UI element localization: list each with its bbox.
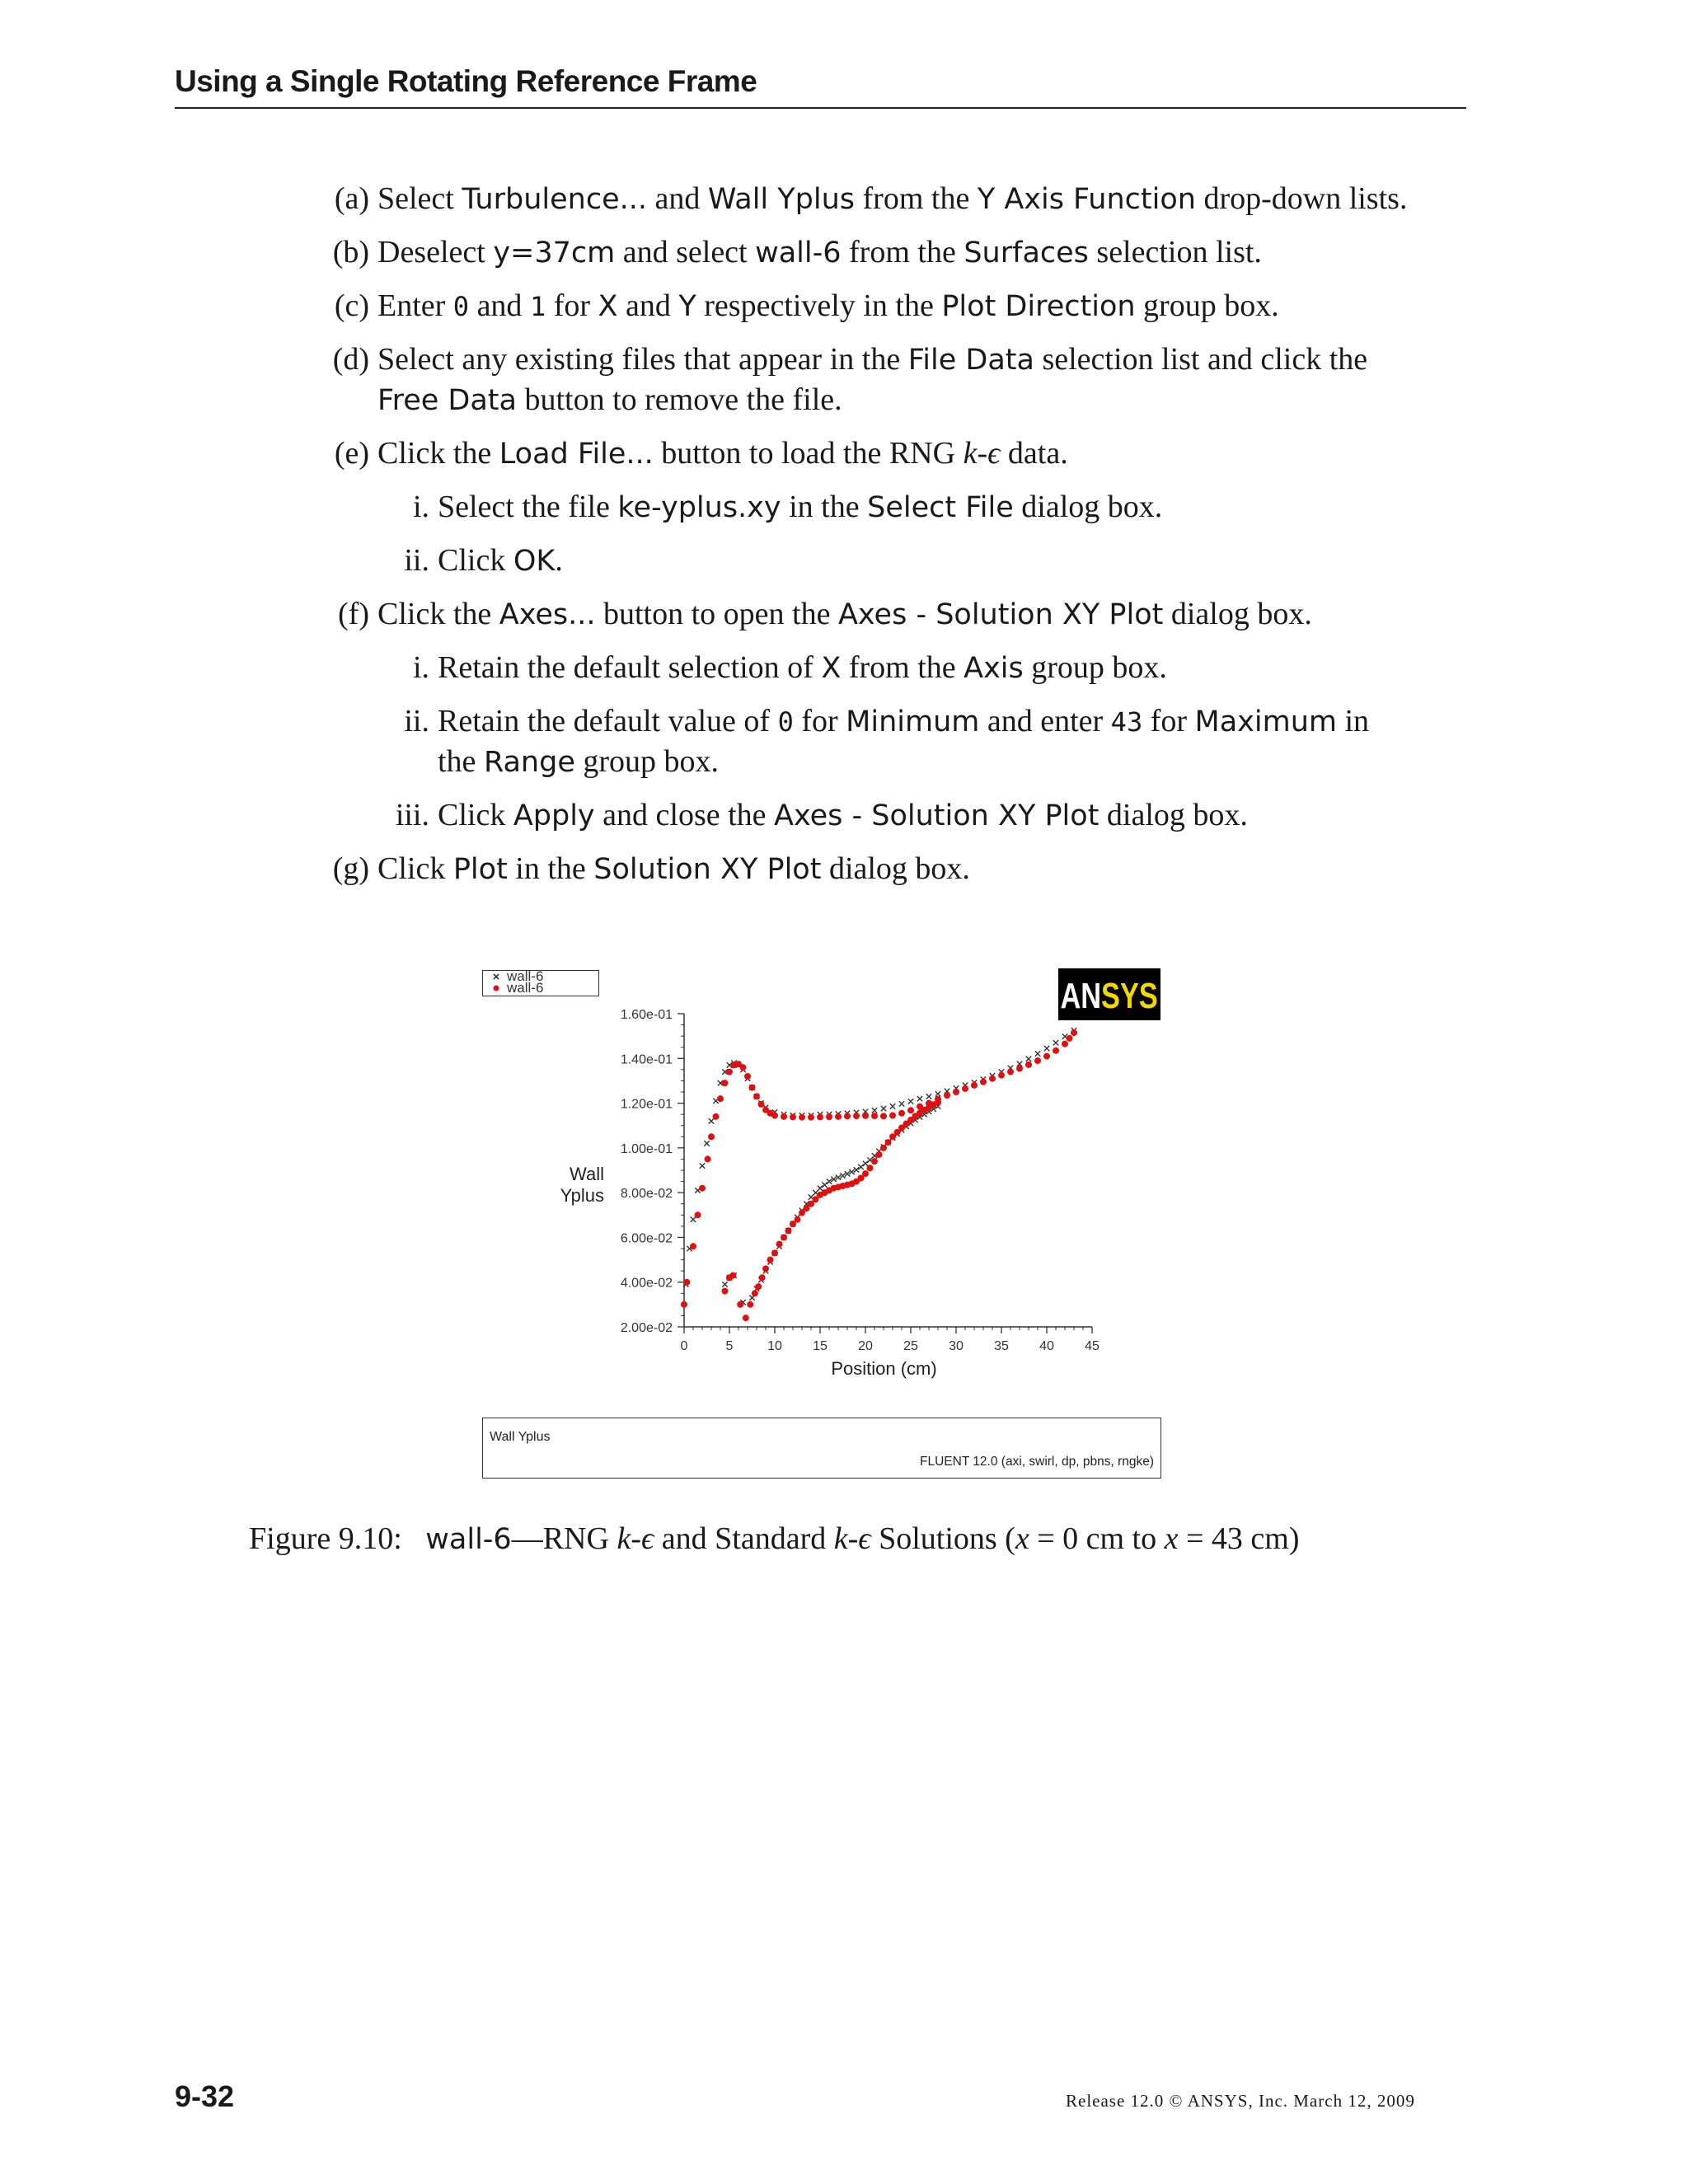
text: group box. [1135, 288, 1279, 323]
data-point-dot [971, 1082, 978, 1089]
data-point-dot [683, 1279, 690, 1286]
text: for [546, 288, 598, 323]
plot-info-box [482, 1418, 1161, 1479]
data-point-dot [681, 1301, 687, 1308]
text: button to load the RNG [653, 436, 964, 471]
text: —RNG [511, 1521, 617, 1556]
ui-term: OK [513, 545, 556, 578]
step-text [438, 648, 1167, 689]
data-point-cross [890, 1104, 895, 1108]
text: and [469, 288, 530, 323]
ui-term: Wall Yplus [707, 183, 856, 216]
running-head: Using a Single Rotating Reference Frame [175, 64, 757, 98]
text: dialog box. [1163, 597, 1312, 631]
x-axis-label: Position (cm) [831, 1358, 937, 1379]
step-label: (d) [332, 342, 369, 377]
math-epsilon: ϵ [987, 436, 1001, 471]
data-point-cross [899, 1101, 904, 1106]
y-tick-label: 1.60e-01 [620, 1008, 673, 1022]
footer-release: Release 12.0 © ANSYS, Inc. March 12, 2009 [1066, 2091, 1415, 2111]
data-point-dot [944, 1092, 950, 1099]
header-rule [175, 107, 1466, 109]
x-tick-label: 5 [725, 1339, 734, 1353]
data-point-dot [708, 1133, 715, 1140]
text: from the [841, 650, 964, 685]
data-point-dot [871, 1158, 878, 1165]
step-text [438, 487, 1162, 528]
data-point-cross [840, 1173, 845, 1178]
data-point-dot [767, 1257, 774, 1263]
data-point-dot [771, 1113, 778, 1119]
text: in the [507, 851, 594, 886]
data-point-cross [917, 1096, 922, 1101]
text: in the [781, 490, 868, 524]
text: = 0 cm to [1029, 1521, 1165, 1556]
data-point-dot [880, 1145, 887, 1151]
text: and select [615, 235, 756, 269]
step-text [377, 340, 1367, 381]
data-point-dot [1007, 1069, 1014, 1076]
legend-dot-marker [494, 986, 499, 991]
caption-surface: wall-6 [425, 1523, 512, 1556]
text: button to open the [595, 597, 838, 631]
data-point-cross [1044, 1046, 1049, 1051]
text: Select any existing files that appear in the [377, 342, 908, 377]
text: for [1142, 704, 1195, 738]
data-point-dot [817, 1113, 823, 1120]
ui-term: Minimum [846, 705, 980, 738]
data-point-dot [705, 1155, 711, 1162]
x-tick-label: 25 [903, 1339, 918, 1353]
data-point-dot [889, 1113, 896, 1119]
data-point-cross [935, 1091, 940, 1096]
data-point-dot [826, 1113, 832, 1120]
step-text [438, 742, 719, 783]
legend-entry-dot [494, 980, 544, 996]
text: and close the [594, 798, 775, 832]
data-point-cross [700, 1163, 705, 1168]
data-point-dot [752, 1290, 758, 1296]
step-text [377, 179, 1407, 220]
data-point-dot [867, 1165, 874, 1171]
text: the [438, 744, 484, 779]
text: Click [438, 798, 513, 832]
data-point-dot [1016, 1066, 1023, 1072]
text: in [1336, 704, 1370, 738]
ui-term: ke-yplus.xy [617, 491, 781, 524]
ui-term: File Data [907, 344, 1034, 377]
data-point-dot [885, 1139, 892, 1146]
step-label: (e) [334, 436, 369, 471]
legend-cross-marker [494, 974, 499, 979]
data-point-dot [722, 1080, 729, 1086]
text: drop-down lists. [1195, 181, 1408, 216]
data-point-dot [755, 1283, 762, 1290]
y-tick-label: 1.00e-01 [620, 1141, 673, 1156]
text: from the [841, 235, 964, 269]
ui-term: Apply [513, 799, 595, 832]
data-point-cross [872, 1108, 877, 1113]
input-value: 1 [529, 291, 546, 322]
data-point-cross [908, 1099, 913, 1104]
page-number: 9-32 [175, 2079, 235, 2113]
step-label: (b) [332, 235, 369, 269]
data-point-dot [808, 1114, 814, 1121]
math-k: k [833, 1521, 848, 1556]
step-text [377, 232, 1262, 274]
data-point-dot [781, 1234, 787, 1240]
data-point-dot [953, 1089, 959, 1095]
data-point-dot [844, 1113, 851, 1119]
data-point-dot [989, 1076, 996, 1082]
ui-term: Axes - Solution XY Plot [837, 598, 1164, 631]
ui-term: Solution XY Plot [593, 853, 822, 886]
ui-term: wall-6 [755, 237, 842, 269]
data-point-dot [759, 1274, 766, 1281]
step-label: i. [412, 490, 429, 524]
x-tick-label: 15 [813, 1339, 828, 1353]
text: Click the [377, 436, 499, 471]
data-point-dot [880, 1113, 887, 1119]
math-k: k [963, 436, 978, 471]
x-tick-label: 35 [994, 1339, 1009, 1353]
data-point-cross [818, 1186, 823, 1191]
legend [482, 970, 602, 998]
data-point-dot [744, 1073, 751, 1080]
data-point-dot [1053, 1047, 1059, 1054]
data-point-dot [1067, 1035, 1073, 1042]
y-tick-label: 8.00e-02 [620, 1187, 673, 1202]
data-point-dot [795, 1216, 801, 1223]
data-point-dot [898, 1110, 905, 1117]
step-label: (g) [332, 851, 369, 886]
y-axis-label: Yplus [560, 1185, 604, 1206]
figure-caption: Figure 9.10: wall-6—RNG k-ϵ and Standard k-ϵ Solutions (x = 0 cm to x = 43 cm) [249, 1521, 1300, 1556]
data-point-dot [862, 1113, 869, 1119]
ui-term: Free Data [377, 384, 517, 417]
ui-term: Turbulence... [462, 183, 647, 216]
y-tick-label: 1.40e-01 [620, 1052, 673, 1067]
text: Select [377, 181, 462, 216]
ui-term: Maximum [1194, 705, 1337, 738]
data-point-dot [1025, 1062, 1032, 1068]
ui-term: Surfaces [964, 237, 1089, 269]
step-text [438, 541, 563, 582]
step-text [438, 701, 1369, 743]
text: button to remove the file. [516, 382, 842, 417]
data-point-cross [1026, 1057, 1031, 1062]
data-point-dot [1071, 1029, 1077, 1036]
x-tick-label: 30 [949, 1339, 964, 1353]
data-point-cross [691, 1217, 696, 1222]
text: Retain the default value of [438, 704, 778, 738]
step-text [377, 849, 970, 890]
step-label: ii. [404, 543, 429, 578]
text: Solutions ( [870, 1521, 1015, 1556]
data-point-dot [835, 1113, 842, 1120]
data-point-dot [1062, 1041, 1068, 1047]
ui-term: y=37cm [493, 237, 616, 269]
data-point-cross [1035, 1051, 1040, 1056]
step-label: (a) [334, 181, 369, 216]
ui-term: Axes... [499, 598, 596, 631]
text: group box. [1023, 650, 1167, 685]
data-point-dot [740, 1064, 747, 1071]
step-text [377, 594, 1312, 635]
ui-term: Load File... [499, 438, 654, 471]
data-point-dot [747, 1301, 753, 1308]
math-dash: - [977, 436, 988, 471]
math-epsilon: ϵ [858, 1521, 871, 1556]
text: dialog box. [1099, 798, 1248, 832]
step-text [377, 286, 1279, 327]
data-point-dot [753, 1093, 760, 1099]
text: for [793, 704, 846, 738]
data-point-dot [790, 1113, 796, 1120]
ui-term: Y Axis Function [977, 183, 1196, 216]
x-tick-label: 0 [680, 1339, 688, 1353]
data-point-dot [799, 1114, 805, 1121]
ui-term: X [821, 652, 842, 685]
text: and [647, 181, 708, 216]
data-point-dot [935, 1099, 941, 1105]
data-point-dot [743, 1315, 749, 1321]
data-point-dot [762, 1265, 769, 1272]
data-point-dot [729, 1272, 736, 1279]
ui-term: X [598, 290, 618, 323]
y-tick-label: 2.00e-02 [620, 1321, 673, 1335]
y-axis-label: Wall [570, 1164, 604, 1184]
text: respectively in the [696, 288, 942, 323]
xy-plot [544, 997, 1170, 1401]
step-text [438, 795, 1248, 837]
text: Retain the default selection of [438, 650, 822, 685]
text: from the [855, 181, 978, 216]
y-tick-label: 1.20e-01 [620, 1097, 673, 1112]
data-point-dot [726, 1069, 733, 1076]
input-value: 43 [1110, 706, 1143, 738]
data-point-dot [717, 1095, 724, 1102]
legend-label: wall-6 [507, 980, 544, 996]
text: = 43 cm) [1178, 1521, 1300, 1556]
data-point-dot [853, 1113, 860, 1119]
data-point-dot [998, 1072, 1005, 1079]
text: dialog box. [821, 851, 970, 886]
math-x: x [1015, 1521, 1029, 1556]
plot-info-quantity: Wall Yplus [490, 1430, 551, 1444]
step-label: iii. [395, 798, 429, 832]
x-tick-label: 10 [767, 1339, 782, 1353]
x-tick-label: 20 [858, 1339, 873, 1353]
text: Enter [377, 288, 453, 323]
ui-term: Plot Direction [941, 290, 1136, 323]
data-point-dot [699, 1185, 706, 1192]
legend-label: wall-6 [507, 970, 544, 984]
math-x: x [1164, 1521, 1179, 1556]
text: Click [377, 851, 453, 886]
data-point-cross [1053, 1040, 1058, 1045]
step-label: (f) [338, 597, 369, 631]
text: Click the [377, 597, 499, 631]
x-tick-label: 40 [1039, 1339, 1054, 1353]
data-point-dot [862, 1170, 869, 1177]
data-point-dot [1034, 1057, 1041, 1064]
data-point-cross [709, 1118, 714, 1123]
text: and [617, 288, 679, 323]
data-point-cross [881, 1106, 886, 1111]
y-tick-label: 4.00e-02 [620, 1276, 673, 1291]
text: selection list and click the [1034, 342, 1368, 377]
data-point-dot [876, 1151, 883, 1158]
y-tick-label: 6.00e-02 [620, 1231, 673, 1246]
data-point-cross [858, 1165, 863, 1169]
data-point-dot [907, 1107, 914, 1113]
ui-term: Select File [867, 491, 1014, 524]
text: dialog box. [1013, 490, 1163, 524]
logo-an: AN [1060, 975, 1102, 1017]
data-point-dot [749, 1085, 756, 1091]
data-point-dot [785, 1227, 792, 1234]
step-text [377, 434, 1068, 475]
ui-term: Plot [452, 853, 508, 886]
text: group box. [574, 744, 720, 779]
data-point-cross [836, 1174, 841, 1179]
data-point-dot [781, 1113, 787, 1120]
data-point-dot [980, 1079, 987, 1085]
text: data. [1000, 436, 1068, 471]
data-point-dot [737, 1301, 743, 1308]
step-label: ii. [404, 704, 429, 738]
step-text [377, 380, 842, 421]
data-point-cross [704, 1141, 709, 1146]
step-label: i. [412, 650, 429, 685]
data-point-dot [962, 1085, 968, 1092]
x-tick-label: 45 [1085, 1339, 1100, 1353]
data-point-dot [776, 1241, 783, 1248]
data-point-dot [871, 1113, 878, 1119]
text: and enter [979, 704, 1111, 738]
ui-term: Axis [964, 652, 1024, 685]
data-point-cross [722, 1282, 727, 1286]
data-point-dot [771, 1249, 778, 1256]
data-point-dot [758, 1101, 765, 1108]
text: Select the file [438, 490, 618, 524]
data-point-cross [863, 1161, 868, 1166]
ui-term: Y [678, 290, 696, 323]
data-point-dot [1043, 1053, 1050, 1060]
input-value: 0 [452, 291, 470, 322]
plot-info-solver: FLUENT 12.0 (axi, swirl, dp, pbns, rngke) [920, 1455, 1154, 1469]
math-k: k [617, 1521, 631, 1556]
data-point-dot [695, 1212, 701, 1218]
logo-sys: SYS [1101, 975, 1158, 1017]
data-point-dot [722, 1288, 729, 1295]
text: Deselect [377, 235, 494, 269]
data-point-dot [713, 1113, 720, 1120]
ui-term: Axes - Solution XY Plot [774, 799, 1100, 832]
text: and Standard [654, 1521, 834, 1556]
text: selection list. [1088, 235, 1262, 269]
data-point-cross [822, 1182, 827, 1187]
text: . [555, 543, 563, 578]
ui-term: Range [483, 746, 575, 779]
step-label: (c) [334, 288, 369, 323]
input-value: 0 [777, 706, 794, 738]
data-point-cross [926, 1094, 931, 1099]
text: Click [438, 543, 513, 578]
caption-label: Figure 9.10: [249, 1521, 402, 1556]
math-epsilon: ϵ [640, 1521, 654, 1556]
data-point-dot [690, 1243, 696, 1249]
